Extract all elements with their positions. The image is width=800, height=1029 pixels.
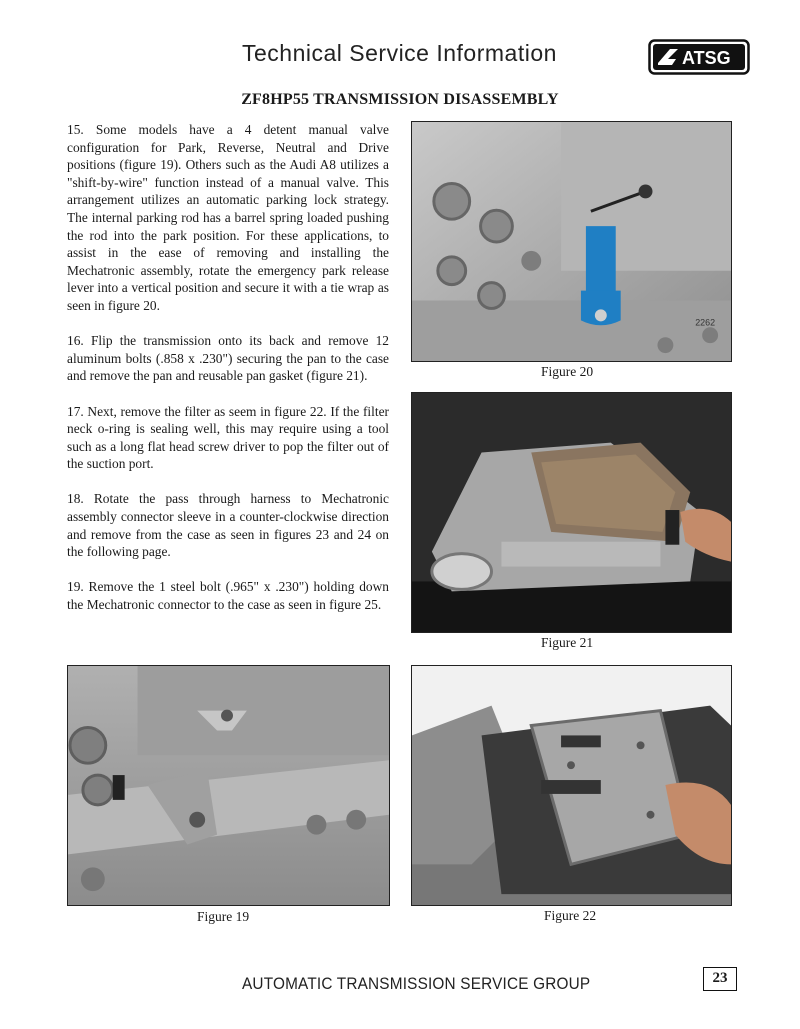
instructions-text: [67, 121, 389, 631]
page-number: 23: [703, 967, 737, 991]
step-16: 16. Flip the transmission onto its back and remove 12 aluminum bolts (.858 x .230") securing the pan to the case and remove the pan and reusable pan gasket (figure 21).: [67, 333, 389, 384]
figure-19-caption: Figure 19: [197, 909, 250, 924]
figure-20-part-number: 2262: [695, 317, 716, 328]
footer-text: AUTOMATIC TRANSMISSION SERVICE GROUP: [242, 975, 591, 993]
figure-20-photo: [411, 121, 732, 362]
step-19: 19. Remove the 1 steel bolt (.965" x .230") holding down the Mechatronic connector to the case as seen in figure 25.: [67, 579, 389, 613]
figure-22-caption: Figure 22: [544, 908, 597, 923]
figure-20-caption: Figure 20: [541, 364, 594, 379]
figure-22-photo: [411, 665, 732, 906]
document-title: ZF8HP55 TRANSMISSION DISASSEMBLY: [241, 91, 559, 108]
header-title: Technical Service Information: [242, 40, 557, 66]
step-17: 17. Next, remove the filter as seem in figure 22. If the filter neck o-ring is sealing well, this may require using a tool such as a long flat head screw driver to pop the filter out of the suction port.: [67, 403, 389, 472]
step-15: 15. Some models have a 4 detent manual valve configuration for Park, Reverse, Neutral and Drive positions (figure 19). Others such as the Audi A8 utilizes a "shift-by-wire" function instead of a manual valve. This arrangement utilizes an automatic parking lock strategy. The internal parking rod has a barrel spring loaded pushing the rod into the park position. For these applications, to assist in the ease of removing and installing the Mechatronic assembly, rotate the emergency park release lever into a vertical position and secure it with a tie wrap as seen in figure 20.: [67, 122, 389, 313]
figure-21-caption: Figure 21: [541, 635, 594, 650]
figure-19-photo: [67, 665, 390, 906]
atsg-logo: [648, 39, 750, 75]
logo-text: ATSG: [682, 48, 731, 68]
step-18: 18. Rotate the pass through harness to Mechatronic assembly connector sleeve in a counter-clockwise direction and remove from the case as seen in figures 23 and 24 on the following page.: [67, 491, 389, 560]
figure-21-photo: [411, 392, 732, 633]
